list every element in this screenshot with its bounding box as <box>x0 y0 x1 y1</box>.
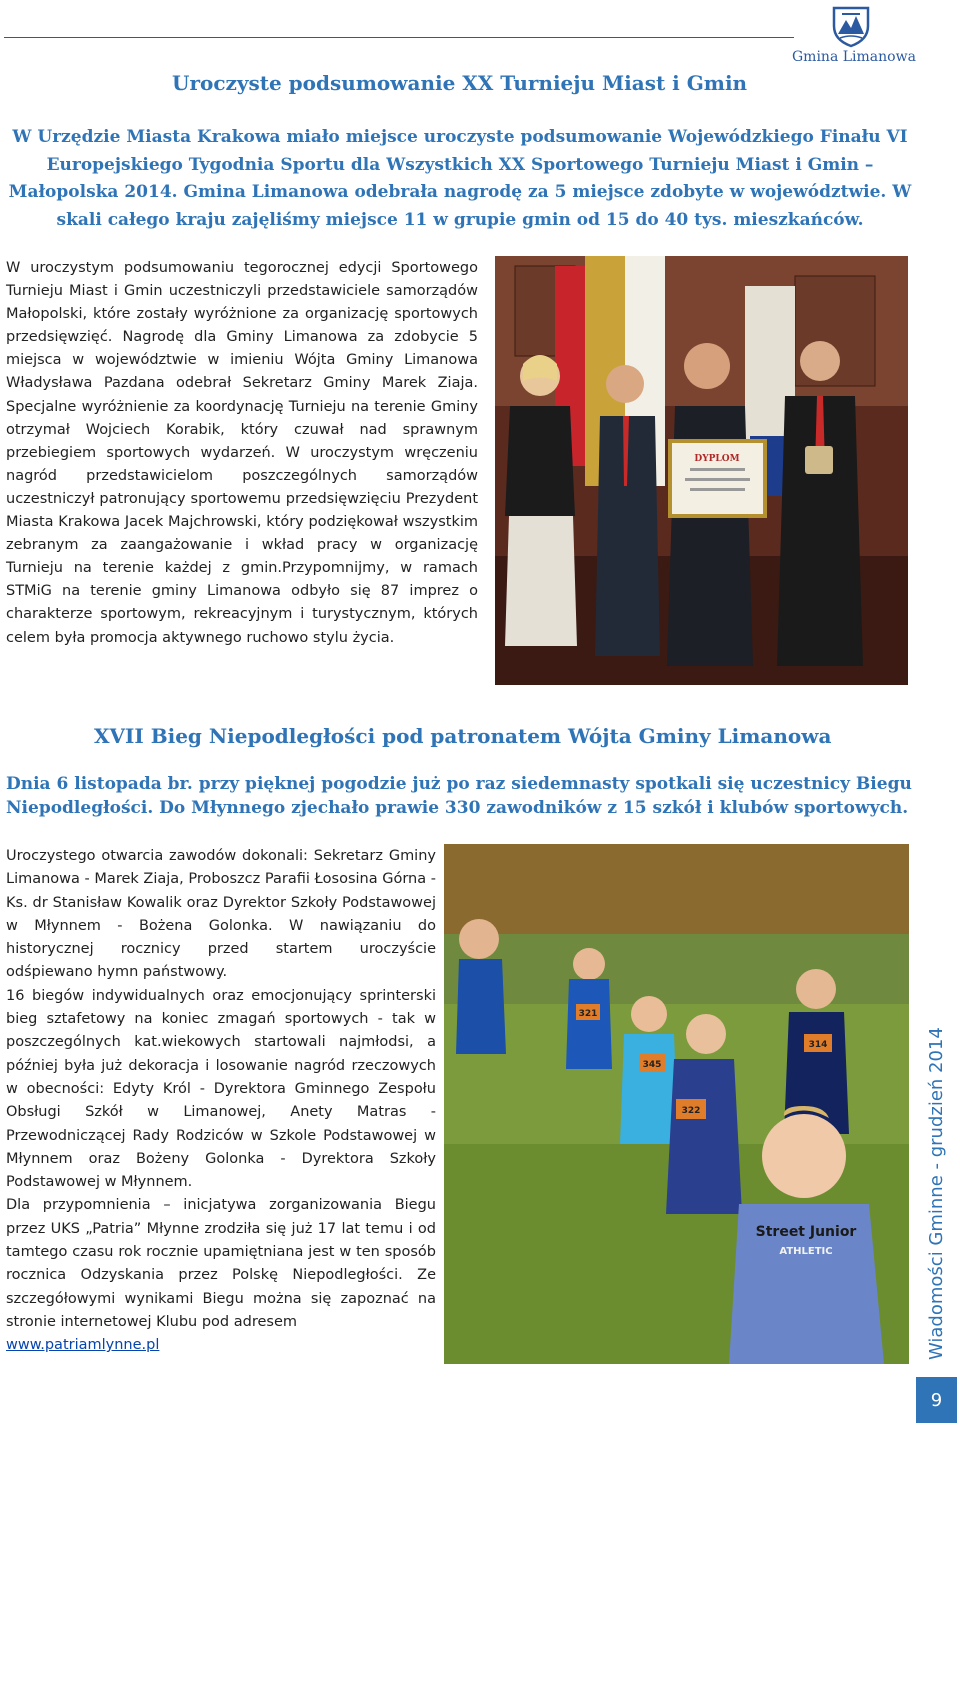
article-title: Uroczyste podsumowanie XX Turnieju Miast i Gmin <box>172 71 748 95</box>
shirt-print-sub: ATHLETIC <box>779 1246 833 1257</box>
diploma-title: DYPLOM <box>694 454 740 464</box>
article2-title: XVII Bieg Niepodległości pod patronatem Wójta Gminy Limanowa <box>94 724 832 748</box>
shirt-print: Street Junior <box>755 1224 857 1240</box>
article2-paragraph: 16 biegów indywidualnych oraz emocjonujący sprinterski bieg sztafetowy na koniec zmagań sportowych - tak w poszczególnych kat.wiekowych startowali najmłodsi, a później była już dekoracja i losowanie nagród rzeczowych w obecności: Edyty Król - Dyrektora Gminnego Zespołu Obsługi Szkół w Limanowej, Anety Matras - Przewodniczącej Rady Rodziców w Szkole Podstawowej w Młynnem oraz Bożeny Golonka - Dyrektora Szkoły Podstawowej w Młynnem. <box>6 987 436 1191</box>
article2-body <box>6 845 436 1358</box>
article-lead: W Urzędzie Miasta Krakowa miało miejsce uroczyste podsumowanie Wojewódzkiego Finału VI Europejskiego Tygodnia Sportu dla Wszystkich XX Sportowego Turnieju Miast i Gmin – Małopolska 2014. Gmina Limanowa odebrała nagrodę za 5 miejsce zdobyte w województwie. W skali całego kraju zajęliśmy miejsce 11 w grupie gmin od 15 do 40 tys. mieszkańców. <box>8 127 912 230</box>
header-rule <box>4 37 794 38</box>
article-body: W uroczystym podsumowaniu tegorocznej edycji Sportowego Turnieju Miast i Gmin uczestniczyli przedstawiciele samorządów Małopolski, które zostały wyróżnione za organizację sportowych przedsięwzięć. Nagrodę dla Gminy Limanowa za zdobycie 5 miejsca w województwie w imieniu Wójta Gminy Limanowa Władysława Pazdana odebrał Sekretarz Gminy Marek Ziaja. Specjalne wyróżnienie za koordynację Turnieju na terenie Gminy otrzymał Wojciech Korabik, który czuwał nad sprawnym przebiegiem sportowych wydarzeń. W uroczystym wręczeniu nagród przedstawicielom poszczególnych samorządów uczestniczył patronujący sportowemu przedsięwzięciu Prezydent Miasta Krakowa Jacek Majchrowski, który podziękował wszystkim zebranym za zaangażowanie i wkład pracy w organizację Turnieju na terenie każdej z gmin.Przypomnijmy, w ramach STMiG na terenie gminy Limanowa odbyło się 87 imprez o charakterze sportowym, rekreacyjnym i turystycznym, których celem była promocja aktywnego ruchowo stylu życia. <box>6 260 478 646</box>
club-website-link[interactable]: www.patriamlynne.pl <box>6 1337 160 1354</box>
bib-number: 321 <box>578 1009 598 1019</box>
article2-paragraph: Uroczystego otwarcia zawodów dokonali: Sekretarz Gminy Limanowa - Marek Ziaja, Proboszcz Parafii Łososina Górna - Ks. dr Stanisław Kowalik oraz Dyrektor Szkoły Podstawowej w Młynnem - Bożena Golonka. W nawiązaniu do historycznej rocznicy przed startem uroczyście odśpiewano hymn państwowy. <box>6 848 436 981</box>
brand-name: Gmina Limanowa <box>792 49 916 65</box>
page-number: 9 <box>916 1377 957 1423</box>
coat-of-arms-icon <box>826 4 876 48</box>
article2-lead: Dnia 6 listopada br. przy pięknej pogodzie już po raz siedemnasty spotkali się uczestnicy Biegu Niepodległości. Do Młynnego zjechało prawie 330 zawodników z 15 szkół i klubów sportowych. <box>6 774 912 818</box>
bib-number: 322 <box>681 1106 701 1116</box>
award-ceremony-photo <box>495 256 908 685</box>
bib-number: 345 <box>642 1060 662 1070</box>
children-running-photo <box>444 844 909 1364</box>
bib-number: 314 <box>808 1040 828 1050</box>
article2-paragraph: Dla przypomnienia – inicjatywa zorganizowania Biegu przez UKS „Patria” Młynne zrodziła się już 17 lat temu i od tamtego czasu rok rocznie upamiętniana jest w ten sposób rocznica Odzyskania przez Polskę Niepodległości. Ze szczegółowymi wynikami Biegu można się zapoznać na stronie internetowej Klubu pod adresem <box>6 1197 436 1330</box>
publication-name: Wiadomości Gminne - grudzień 2014 <box>926 1027 947 1360</box>
